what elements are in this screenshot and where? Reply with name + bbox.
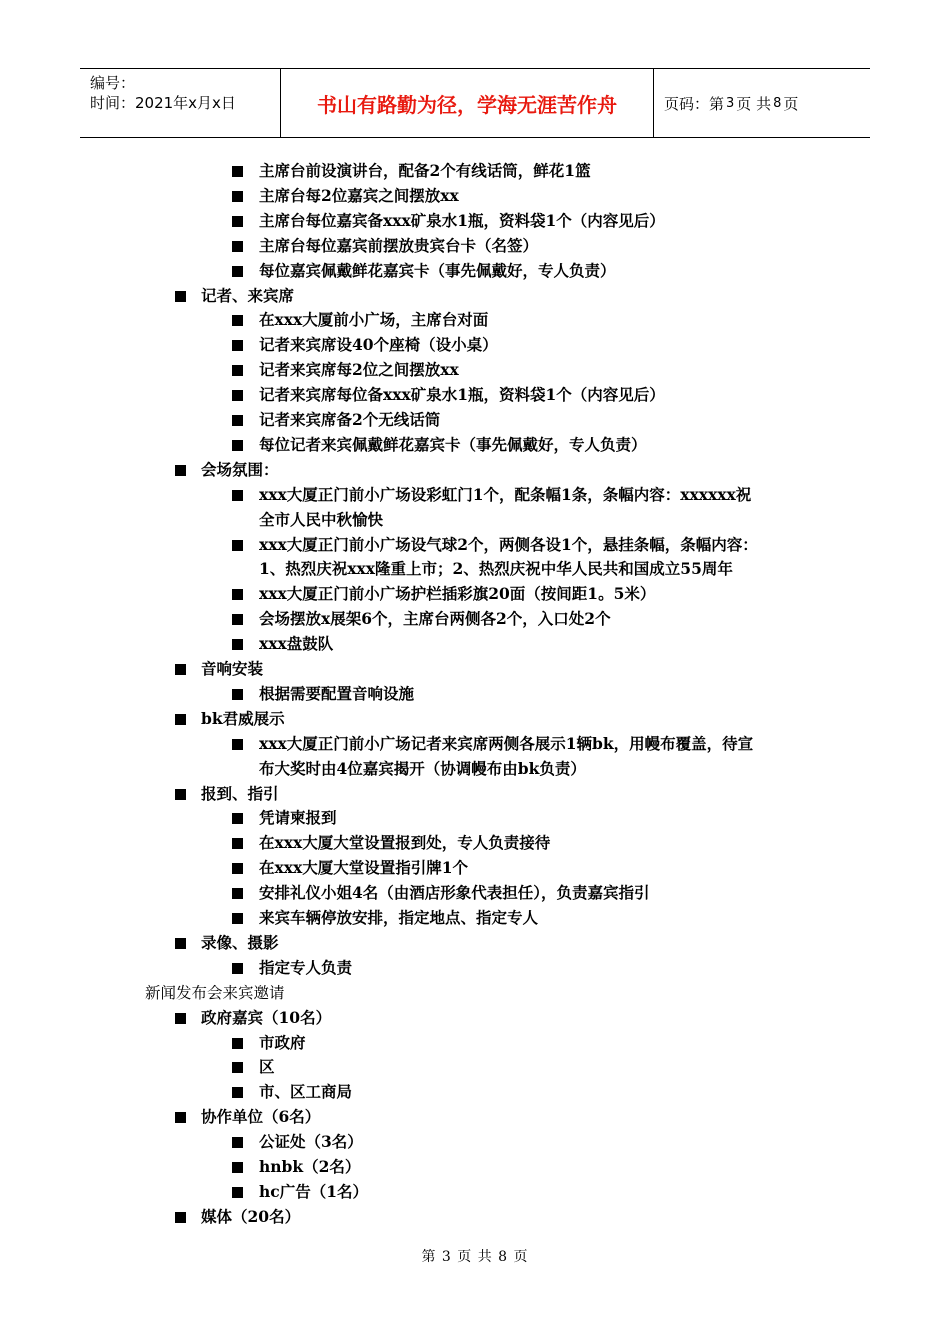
bullet-icon	[232, 589, 243, 600]
list-item-level2: 主席台每2位嘉宾之间摆放xx	[259, 186, 459, 205]
bullet-icon	[232, 365, 243, 376]
list-item-level2: 根据需要配置音响设施	[259, 684, 415, 703]
list-item-level2: 在xxx大厦前小广场，主席台对面	[259, 310, 489, 329]
bullet-icon	[232, 963, 243, 974]
bullet-icon	[232, 166, 243, 177]
bullet-icon	[232, 1087, 243, 1098]
bullet-icon	[232, 888, 243, 899]
document-time-label: 时间：2021年x月x日	[90, 94, 236, 112]
bullet-icon	[175, 1212, 186, 1223]
bullet-icon	[232, 689, 243, 700]
bullet-icon	[232, 191, 243, 202]
bullet-icon	[232, 415, 243, 426]
bullet-icon	[175, 938, 186, 949]
bullet-icon	[232, 340, 243, 351]
bullet-icon	[232, 390, 243, 401]
list-item-level2: xxx大厦正门前小广场设气球2个，两侧各设1个，悬挂条幅，条幅内容：	[259, 535, 758, 554]
bullet-icon	[232, 315, 243, 326]
bullet-icon	[232, 913, 243, 924]
list-item-level2: xxx大厦正门前小广场设彩虹门1个，配条幅1条，条幅内容：xxxxxx祝	[259, 485, 752, 504]
list-item-level2: 布大奖时由4位嘉宾揭开（协调幔布由bk负责）	[259, 759, 586, 778]
list-item-level2: 来宾车辆停放安排，指定地点、指定专人	[259, 908, 539, 927]
page-current: 3	[726, 95, 735, 111]
list-item-level2: 记者来宾席每2位之间摆放xx	[259, 360, 459, 379]
list-item-level2: 记者来宾席每位备xxx矿泉水1瓶，资料袋1个（内容见后）	[259, 385, 665, 404]
bullet-icon	[232, 614, 243, 625]
bullet-icon	[175, 1112, 186, 1123]
list-item-level2: 在xxx大厦大堂设置报到处，专人负责接待	[259, 833, 551, 852]
list-item-level2: 记者来宾席设40个座椅（设小桌）	[259, 335, 498, 354]
bullet-icon	[232, 1162, 243, 1173]
header-page-number	[654, 69, 870, 137]
list-item-level1: 录像、摄影	[201, 933, 279, 952]
list-item-level2: 凭请柬报到	[259, 808, 337, 827]
list-item-level1: 协作单位（6名）	[201, 1107, 321, 1126]
page-prefix: 页码：第	[664, 94, 725, 113]
bullet-icon	[232, 639, 243, 650]
bullet-icon	[232, 1137, 243, 1148]
bullet-icon	[175, 291, 186, 302]
bullet-icon	[175, 465, 186, 476]
list-item-level2: 安排礼仪小姐4名（由酒店形象代表担任），负责嘉宾指引	[259, 883, 650, 902]
list-item-level2: 主席台每位嘉宾前摆放贵宾台卡（名签）	[259, 236, 539, 255]
list-item-level2: 每位嘉宾佩戴鲜花嘉宾卡（事先佩戴好，专人负责）	[259, 261, 616, 280]
list-item-level2: 在xxx大厦大堂设置指引牌1个	[259, 858, 469, 877]
list-item-level1: 音响安装	[201, 659, 264, 678]
list-item-level2: 主席台每位嘉宾备xxx矿泉水1瓶，资料袋1个（内容见后）	[259, 211, 665, 230]
bullet-icon	[232, 813, 243, 824]
list-item-level2: 公证处（3名）	[259, 1132, 363, 1151]
bullet-icon	[232, 266, 243, 277]
list-item-level1: 报到、指引	[201, 784, 279, 803]
bullet-icon	[232, 216, 243, 227]
bullet-icon	[232, 440, 243, 451]
list-item-level2: 指定专人负责	[259, 958, 353, 977]
bullet-icon	[232, 540, 243, 551]
header-motto: 书山有路勤为径，学海无涯苦作舟	[281, 69, 654, 137]
page-suffix: 页	[783, 94, 799, 113]
list-item-level1: 记者、来宾席	[201, 286, 295, 305]
list-item-level2: 记者来宾席备2个无线话筒	[259, 410, 441, 429]
list-item-level2: xxx大厦正门前小广场记者来宾席两侧各展示1辆bk，用幔布覆盖，待宣	[259, 734, 754, 753]
bullet-icon	[175, 714, 186, 725]
list-item-level1: 会场氛围：	[201, 460, 279, 479]
bullet-icon	[232, 241, 243, 252]
page-header	[80, 68, 870, 138]
bullet-icon	[232, 838, 243, 849]
list-item-level2: 市、区工商局	[259, 1082, 353, 1101]
document-number-label: 编号：	[90, 74, 136, 92]
list-item-level2: 1、热烈庆祝xxx隆重上市；2、热烈庆祝中华人民共和国成立55周年	[259, 559, 733, 578]
list-item-level2: 区	[259, 1057, 275, 1076]
list-item-level2: 主席台前设演讲台，配备2个有线话筒，鲜花1篮	[259, 161, 591, 180]
header-info-cell	[80, 69, 281, 137]
bullet-icon	[232, 1187, 243, 1198]
list-item-level1: 媒体（20名）	[201, 1207, 301, 1226]
list-item-level2: hnbk（2名）	[259, 1157, 361, 1176]
bullet-icon	[175, 789, 186, 800]
list-item-level2: xxx大厦正门前小广场护栏插彩旗20面（按间距1。5米）	[259, 584, 656, 603]
list-item-level2: 会场摆放x展架6个，主席台两侧各2个，入口处2个	[259, 609, 611, 628]
list-item-level1: 政府嘉宾（10名）	[201, 1008, 332, 1027]
list-item-level2: 每位记者来宾佩戴鲜花嘉宾卡（事先佩戴好，专人负责）	[259, 435, 647, 454]
bullet-icon	[175, 1013, 186, 1024]
page-total: 8	[773, 95, 782, 111]
bullet-icon	[232, 490, 243, 501]
page-mid: 页 共	[736, 94, 772, 113]
bullet-icon	[232, 863, 243, 874]
list-item-level2: 市政府	[259, 1033, 306, 1052]
bullet-icon	[232, 739, 243, 750]
page-footer: 第 3 页 共 8 页	[421, 1249, 529, 1265]
list-item-level2: 全市人民中秋愉快	[259, 510, 384, 529]
bullet-icon	[175, 664, 186, 675]
list-item-level2: hc广告（1名）	[259, 1182, 368, 1201]
bullet-icon	[232, 1038, 243, 1049]
bullet-icon	[232, 1062, 243, 1073]
section-heading: 新闻发布会来宾邀请	[145, 984, 285, 1002]
list-item-level1: bk君威展示	[201, 709, 285, 728]
list-item-level2: xxx盘鼓队	[259, 634, 334, 653]
